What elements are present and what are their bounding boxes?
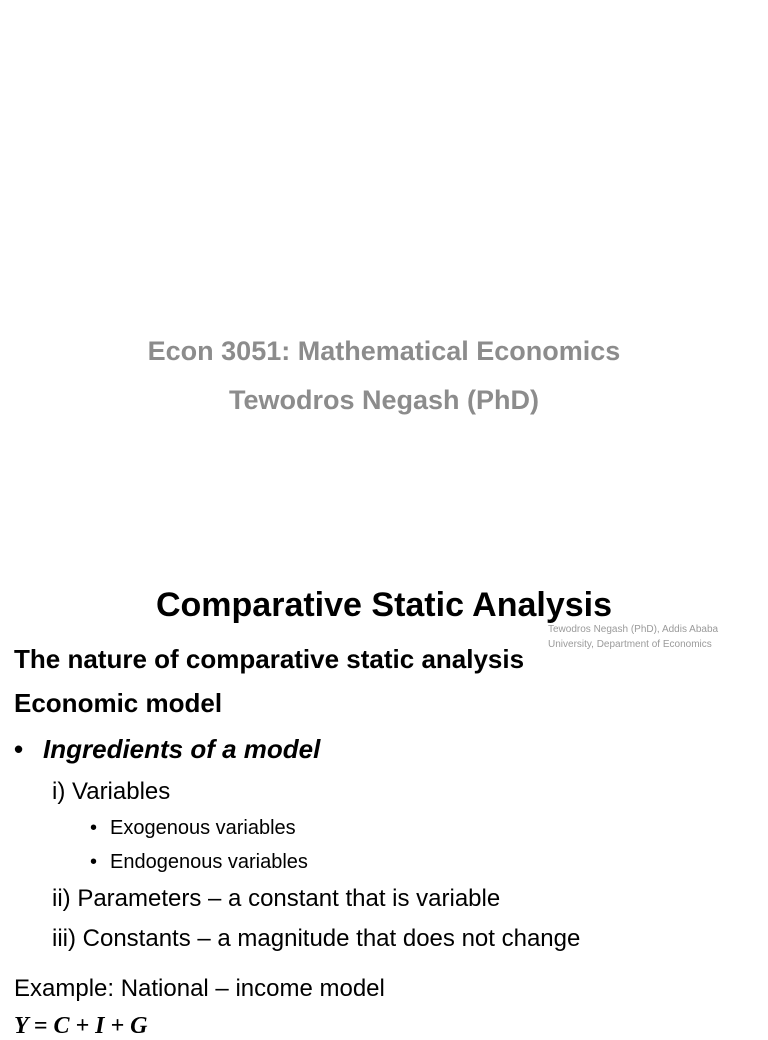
content-slide [0, 560, 768, 1039]
heading-economic-model: Economic model [14, 688, 223, 718]
bullet-dot-icon: • [14, 734, 24, 764]
bullet-dot-icon: • [90, 851, 98, 873]
author-name: Tewodros Negash (PhD) [228, 385, 540, 415]
course-title: Econ 3051: Mathematical Economics [147, 336, 621, 366]
heading-nature: The nature of comparative static analysis [14, 644, 525, 674]
list-item-endogenous [90, 851, 768, 874]
bullet-ingredients [14, 734, 768, 765]
bullet-dot-icon: • [90, 817, 98, 839]
example-line: Example: National – income model [14, 975, 385, 1002]
footer-line-1: Tewodros Negash (PhD), Addis Ababa [548, 624, 719, 635]
list-item-exogenous-text: Exogenous variables [110, 817, 296, 839]
bullet-ingredients-text: Ingredients of a model [43, 734, 321, 764]
footer-line-2: University, Department of Economics [548, 639, 712, 650]
slide-title: Comparative Static Analysis [155, 586, 613, 624]
list-item-variables: i) Variables [52, 778, 171, 805]
list-item-parameters: ii) Parameters – a constant that is variable [52, 885, 501, 912]
equation-cut-off: Y = C + I + G [14, 1013, 148, 1039]
list-item-constants: iii) Constants – a magnitude that does not change [52, 925, 581, 952]
list-item-endogenous-text: Endogenous variables [110, 851, 308, 873]
list-item-exogenous [90, 817, 768, 840]
